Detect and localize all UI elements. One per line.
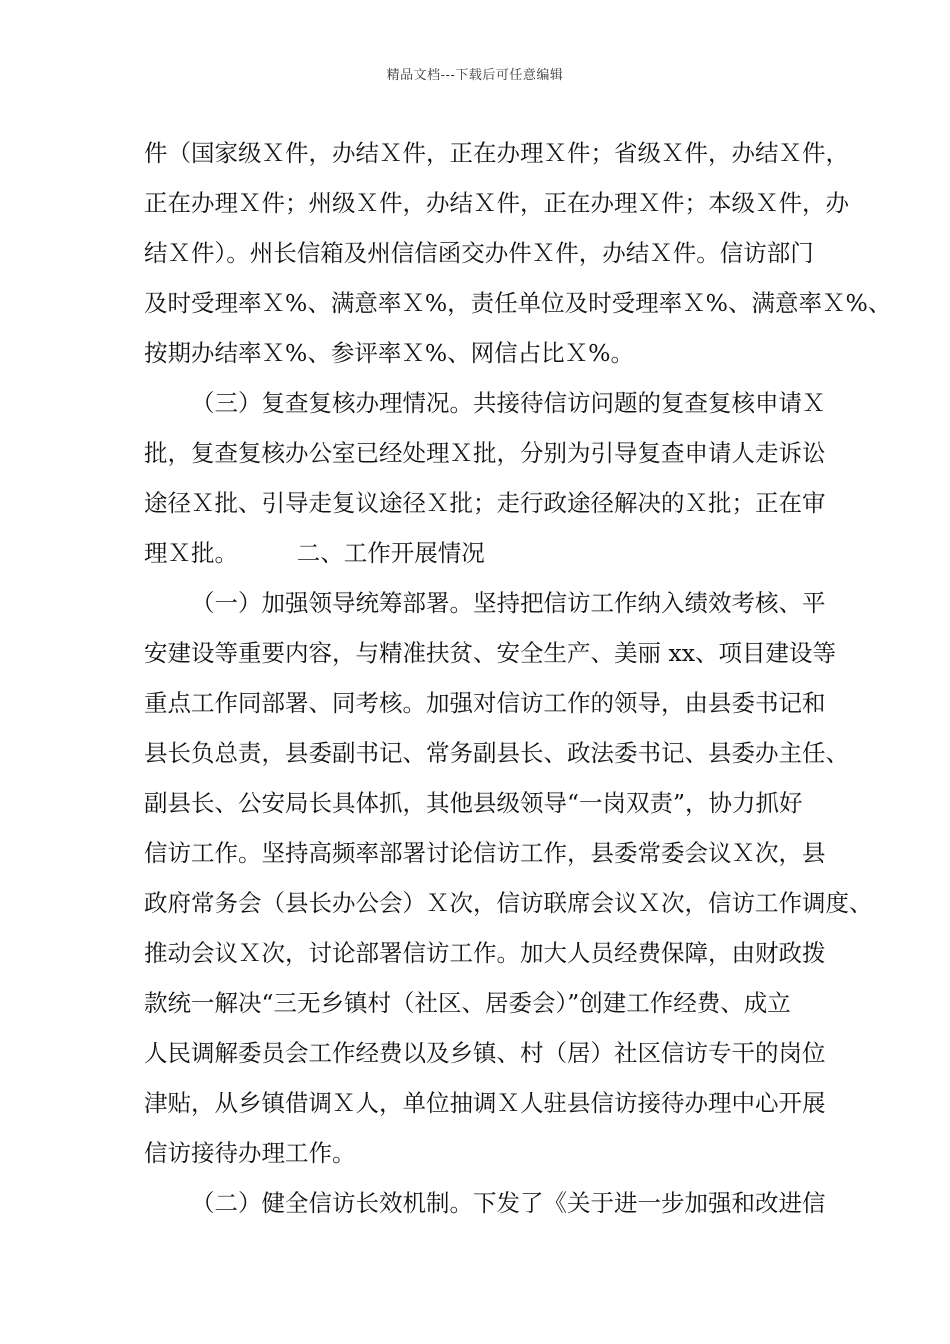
text-line: 款统一解决“三无乡镇村（社区、居委会）”创建工作经费、成立 <box>144 989 791 1017</box>
text-line: 人民调解委员会工作经费以及乡镇、村（居）社区信访专干的岗位 <box>144 1039 826 1067</box>
text-line: 安建设等重要内容，与精准扶贫、安全生产、美丽 xx、项目建设等 <box>144 639 836 667</box>
text-line: 批，复查复核办公室已经处理Ｘ批，分别为引导复查申请人走诉讼 <box>144 439 826 467</box>
text-line: 副县长、公安局长具体抓，其他县级领导“一岗双责”，协力抓好 <box>144 789 803 817</box>
paragraph-start: （一）加强领导统筹部署。坚持把信访工作纳入绩效考核、平 <box>191 589 826 617</box>
document-body <box>144 128 892 1228</box>
text-line: 推动会议Ｘ次，讨论部署信访工作。加大人员经费保障，由财政拨 <box>144 939 826 967</box>
text-line: 津贴，从乡镇借调Ｘ人，单位抽调Ｘ人驻县信访接待办理中心开展 <box>144 1089 826 1117</box>
text-line: 件（国家级Ｘ件，办结Ｘ件，正在办理Ｘ件；省级Ｘ件，办结Ｘ件， <box>144 139 849 167</box>
paragraph-start: （二）健全信访长效机制。下发了《关于进一步加强和改进信 <box>191 1189 826 1217</box>
text-line: 结Ｘ件）。州长信箱及州信信函交办件Ｘ件，办结Ｘ件。信访部门 <box>144 239 814 267</box>
text-line: 及时受理率Ｘ%、满意率Ｘ%，责任单位及时受理率Ｘ%、满意率Ｘ%、 <box>144 289 892 317</box>
text-line: 理Ｘ批。 二、工作开展情况 <box>144 539 485 567</box>
page-header: 精品文档---下载后可任意编辑 <box>386 68 564 83</box>
text-line: 途径Ｘ批、引导走复议途径Ｘ批；走行政途径解决的Ｘ批；正在审 <box>144 489 826 517</box>
text-line: 按期办结率Ｘ%、参评率Ｘ%、网信占比Ｘ%。 <box>144 339 634 367</box>
text-line: 信访接待办理工作。 <box>144 1139 356 1167</box>
paragraph-start: （三）复查复核办理情况。共接待信访问题的复查复核申请Ｘ <box>191 389 826 417</box>
text-line: 政府常务会（县长办公会）Ｘ次，信访联席会议Ｘ次，信访工作调度、 <box>144 889 873 917</box>
text-line: 信访工作。坚持高频率部署讨论信访工作，县委常委会议Ｘ次，县 <box>144 839 826 867</box>
text-line: 重点工作同部署、同考核。加强对信访工作的领导，由县委书记和 <box>144 689 826 717</box>
text-line: 县长负总责，县委副书记、常务副县长、政法委书记、县委办主任、 <box>144 739 849 767</box>
text-line: 正在办理Ｘ件；州级Ｘ件，办结Ｘ件，正在办理Ｘ件；本级Ｘ件，办 <box>144 189 849 217</box>
